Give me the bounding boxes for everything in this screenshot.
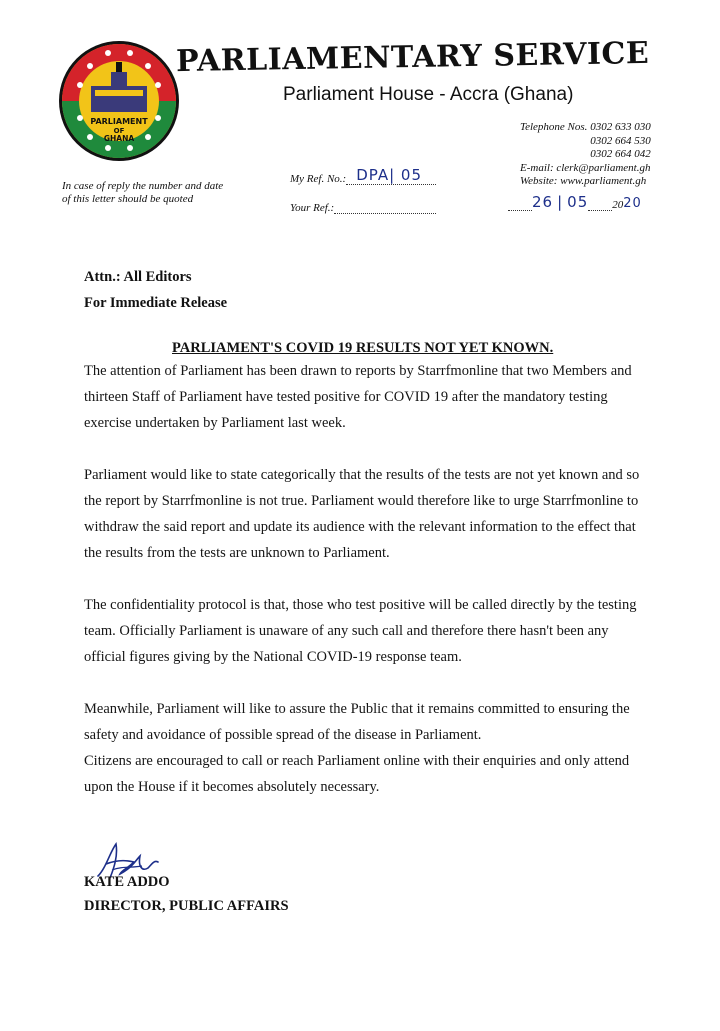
date-separator-icon: | <box>557 193 564 211</box>
paragraph-enquiries: Citizens are encouraged to call or reach Parliament online with their enquiries and only attend upon the House if it becomes absolutely necessary. <box>84 753 630 795</box>
signatory-name: KATE ADDO <box>84 874 170 890</box>
reference-block <box>290 166 436 228</box>
telephone-number-2: 0302 664 530 <box>590 134 651 147</box>
org-name: PARLIAMENTARY SERVICE <box>175 35 650 80</box>
my-ref-label: My Ref. No.: <box>290 173 347 185</box>
paragraph-assurance: Meanwhile, Parliament will like to assure the Public that it remains committed to ensuring the safety and avoidance of possible spread of the disease in Parliament. <box>84 701 630 743</box>
telephone-number-1: 0302 633 030 <box>590 121 651 133</box>
seal-text-of: OF <box>113 127 125 135</box>
date-line <box>508 193 642 211</box>
my-ref-value: DPA| 05 <box>356 166 423 184</box>
parliament-seal-logo <box>58 40 180 162</box>
date-day: 26 <box>532 193 554 211</box>
attn-editors: Attn.: All Editors <box>84 269 192 285</box>
paragraph-confidentiality: The confidentiality protocol is that, those who test positive will be called directly by the testing team. Officially Parliament is unaware of any such call and therefore there hasn't been any official figures giving by the National COVID-19 response team. <box>84 597 637 665</box>
attention-block <box>84 264 227 316</box>
date-month: 05 <box>567 193 589 211</box>
email-value: clerk@parliament.gh <box>556 161 651 174</box>
attn-release: For Immediate Release <box>84 295 228 311</box>
seal-text-parliament: PARLIAMENT <box>90 117 148 126</box>
letter-body <box>84 358 640 826</box>
telephone-number-3: 0302 664 042 <box>590 148 651 160</box>
paragraph-attention: The attention of Parliament has been drawn to reports by Starrfmonline that two Members and thirteen Staff of Parliament have tested positive for COVID 19 after the mandatory testing exercise undertaken by Parliament last week. <box>84 363 632 431</box>
signatory-position: DIRECTOR, PUBLIC AFFAIRS <box>84 898 289 914</box>
email-label: E-mail: <box>520 161 554 174</box>
telephone-label: Telephone Nos. <box>520 121 588 133</box>
your-ref-field <box>334 199 436 214</box>
website-label: Website: <box>520 175 558 187</box>
contact-block <box>520 121 651 189</box>
document-title: PARLIAMENT'S COVID 19 RESULTS NOT YET KNOWN. <box>172 340 554 356</box>
website-value: www.parliament.gh <box>560 175 647 187</box>
reply-note: In case of reply the number and date of this letter should be quoted <box>62 180 224 205</box>
seal-text-ghana: GHANA <box>103 134 135 143</box>
date-year-suffix: 20 <box>623 196 642 211</box>
my-ref-field <box>346 166 436 185</box>
signature-block <box>84 838 289 918</box>
paragraph-statement: Parliament would like to state categorically that the results of the tests are not yet known and so the report by Starrfmonline is not true. Parliament would therefore like to urge Starrfmonline to withdraw the said report and update its audience with the relevant information to the effect that the results from the tests are unknown to Parliament. <box>84 467 640 561</box>
date-year-prefix: 20 <box>612 199 624 211</box>
your-ref-label: Your Ref.: <box>290 202 335 214</box>
org-address: Parliament House - Accra (Ghana) <box>283 84 574 105</box>
